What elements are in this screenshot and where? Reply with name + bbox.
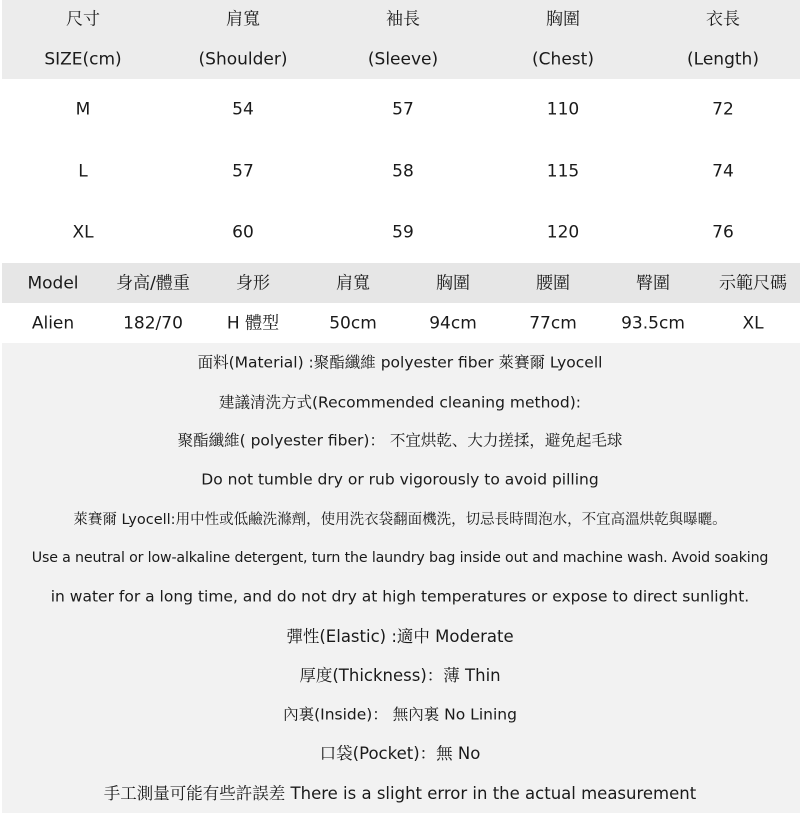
lyocell-care-zh: 萊賽爾 Lyocell:用中性或低鹼洗滌劑，使用洗衣袋翻面機洗，切忌長時間泡水，不宜高溫烘乾與曝曬。: [73, 511, 727, 528]
model-header-cell: Model: [27, 273, 79, 294]
size-cell: 74: [712, 161, 734, 182]
size-cell: 59: [392, 222, 414, 243]
header-size-en: SIZE(cm): [44, 49, 122, 70]
header-chest-en: (Chest): [532, 49, 594, 70]
size-cell: 60: [232, 222, 254, 243]
lyocell-care-en-1: Use a neutral or low-alkaline detergent, turn the laundry bag inside out and machine wash. Avoid soaking: [31, 549, 769, 566]
header-sleeve-en: (Sleeve): [367, 49, 439, 70]
cleaning-title: 建議清洗方式(Recommended cleaning method):: [218, 393, 582, 412]
model-value-cell: 94cm: [429, 313, 477, 334]
model-value-cell: 93.5cm: [621, 313, 685, 334]
measurement-note: 手工測量可能有些許誤差 There is a slight error in the actual measurement: [103, 783, 697, 803]
header-size-zh: 尺寸: [66, 9, 100, 30]
size-cell: 58: [392, 161, 414, 182]
model-header-cell: 胸圍: [436, 273, 470, 294]
model-header-cell: 示範尺碼: [719, 273, 787, 294]
care-section: [2, 343, 800, 813]
size-cell: L: [78, 161, 88, 182]
model-value-cell: XL: [742, 313, 764, 334]
header-shoulder-zh: 肩寬: [226, 9, 260, 30]
model-header-cell: 肩寬: [336, 273, 370, 294]
inside-line: 內裏(Inside)： 無內裏 No Lining: [283, 705, 517, 724]
header-chest-zh: 胸圍: [546, 9, 580, 30]
polyester-care-en: Do not tumble dry or rub vigorously to avoid pilling: [201, 470, 599, 489]
model-header-cell: 身高/體重: [116, 273, 190, 294]
header-length-zh: 衣長: [706, 9, 740, 30]
thickness-line: 厚度(Thickness)：薄 Thin: [299, 665, 501, 685]
model-header-cell: 腰圍: [536, 273, 570, 294]
pocket-line: 口袋(Pocket)：無 No: [319, 743, 481, 763]
model-value-cell: 77cm: [529, 313, 577, 334]
size-cell: 76: [712, 222, 734, 243]
polyester-care-zh: 聚酯纖維( polyester fiber)： 不宜烘乾、大力搓揉，避免起毛球: [177, 431, 623, 450]
size-cell: 115: [546, 161, 580, 182]
model-header-cell: 臀圍: [636, 273, 670, 294]
size-cell: XL: [72, 222, 94, 243]
model-value-cell: H 體型: [226, 313, 280, 334]
size-cell: 57: [232, 161, 254, 182]
model-value-cell: Alien: [31, 313, 75, 334]
size-cell: 120: [546, 222, 580, 243]
header-sleeve-zh: 袖長: [386, 9, 420, 30]
header-shoulder-en: (Shoulder): [198, 49, 288, 70]
model-value-cell: 50cm: [329, 313, 377, 334]
size-cell: M: [75, 99, 91, 120]
lyocell-care-en-2: in water for a long time, and do not dry at high temperatures or expose to direct sunlight.: [50, 587, 750, 606]
header-length-en: (Length): [687, 49, 759, 70]
size-cell: 110: [546, 99, 580, 120]
model-header-cell: 身形: [236, 273, 270, 294]
material-line: 面料(Material) :聚酯纖維 polyester fiber 萊賽爾 Lyocell: [197, 353, 603, 372]
size-cell: 54: [232, 99, 254, 120]
size-cell: 57: [392, 99, 414, 120]
elastic-line: 彈性(Elastic) :適中 Moderate: [286, 626, 514, 646]
model-value-cell: 182/70: [123, 313, 183, 334]
size-cell: 72: [712, 99, 734, 120]
